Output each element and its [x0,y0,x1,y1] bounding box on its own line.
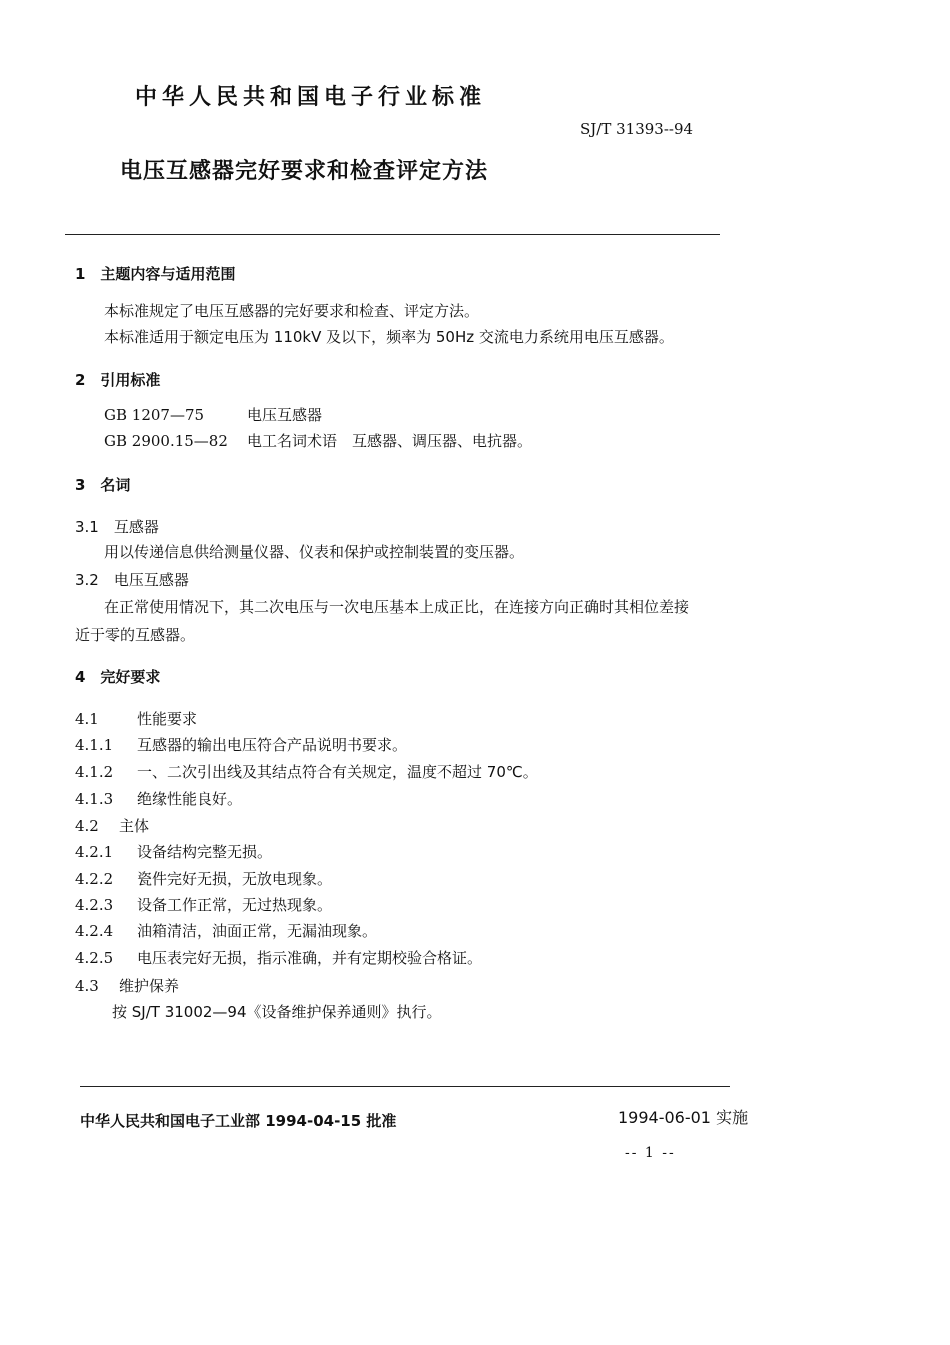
term-3-2-definition-line-1: 在正常使用情况下，其二次电压与一次电压基本上成正比，在连接方向正确时其相位差接 [104,598,690,616]
item-number: 4.2.5 [75,949,114,967]
reference-title: 电压互感器 [247,406,323,424]
approval-line: 中华人民共和国电子工业部 1994-04-15 批准 [80,1112,397,1130]
maintenance-text: 按 SJ/T 31002—94《设备维护保养通则》执行。 [112,1003,442,1021]
reference-title: 电工名词术语 互感器、调压器、电抗器。 [247,432,533,450]
item-text: 油箱清洁，油面正常，无漏油现象。 [137,922,378,940]
item-number: 4.1 [75,710,99,728]
reference-code: GB 2900.15—82 [104,432,228,450]
section-1-paragraph-2: 本标准适用于额定电压为 110kV 及以下，频率为 50Hz 交流电力系统用电压互感器。 [104,328,674,346]
item-text: 设备工作正常，无过热现象。 [137,896,333,914]
requirement-item [75,788,242,809]
item-text: 一、二次引出线及其结点符合有关规定，温度不超过 70℃。 [137,763,538,781]
requirement-item [75,841,272,862]
standard-code: SJ/T 31393--94 [580,120,694,138]
term-3-2-heading: 3.2 电压互感器 [75,571,189,589]
section-4-heading: 4 完好要求 [75,668,161,686]
effective-date: 1994-06-01 实施 [618,1108,749,1127]
requirement-item [75,815,149,836]
requirement-item [75,975,179,996]
industry-standard-header: 中华人民共和国电子行业标准 [135,85,487,110]
item-text: 主体 [119,817,150,835]
item-number: 4.2.2 [75,870,114,888]
requirement-item [75,947,482,968]
item-number: 4.2.4 [75,922,114,940]
item-text: 互感器的输出电压符合产品说明书要求。 [137,736,408,754]
item-number: 4.1.2 [75,763,114,781]
item-text: 瓷件完好无损，无放电现象。 [137,870,333,888]
section-1-heading: 1 主题内容与适用范围 [75,265,236,283]
requirement-item [75,761,538,782]
section-2-heading: 2 引用标准 [75,371,161,389]
footer-rule [80,1086,730,1087]
item-text: 电压表完好无损，指示准确，并有定期校验合格证。 [137,949,483,967]
item-number: 4.2 [75,817,99,835]
item-number: 4.1.3 [75,790,114,808]
page-number: -- 1 -- [625,1145,676,1161]
requirement-item [75,894,332,915]
requirement-item [75,708,197,729]
requirement-item [75,920,377,941]
requirement-item [75,734,407,755]
item-number: 4.3 [75,977,99,995]
term-3-2-definition-line-2: 近于零的互感器。 [75,626,196,644]
reference-item [104,430,532,451]
document-title: 电压互感器完好要求和检查评定方法 [120,159,489,184]
requirement-item [75,868,332,889]
section-1-paragraph-1: 本标准规定了电压互感器的完好要求和检查、评定方法。 [104,302,480,320]
term-3-1-heading: 3.1 互感器 [75,518,159,536]
item-text: 设备结构完整无损。 [137,843,273,861]
item-number: 4.2.1 [75,843,114,861]
item-text: 性能要求 [137,710,198,728]
section-3-heading: 3 名词 [75,476,131,494]
item-number: 4.1.1 [75,736,114,754]
reference-code: GB 1207—75 [104,406,205,424]
reference-item [104,404,322,425]
item-number: 4.2.3 [75,896,114,914]
term-3-1-definition: 用以传递信息供给测量仪器、仪表和保护或控制装置的变压器。 [104,543,525,561]
item-text: 绝缘性能良好。 [137,790,243,808]
header-rule [65,234,720,235]
item-text: 维护保养 [119,977,180,995]
